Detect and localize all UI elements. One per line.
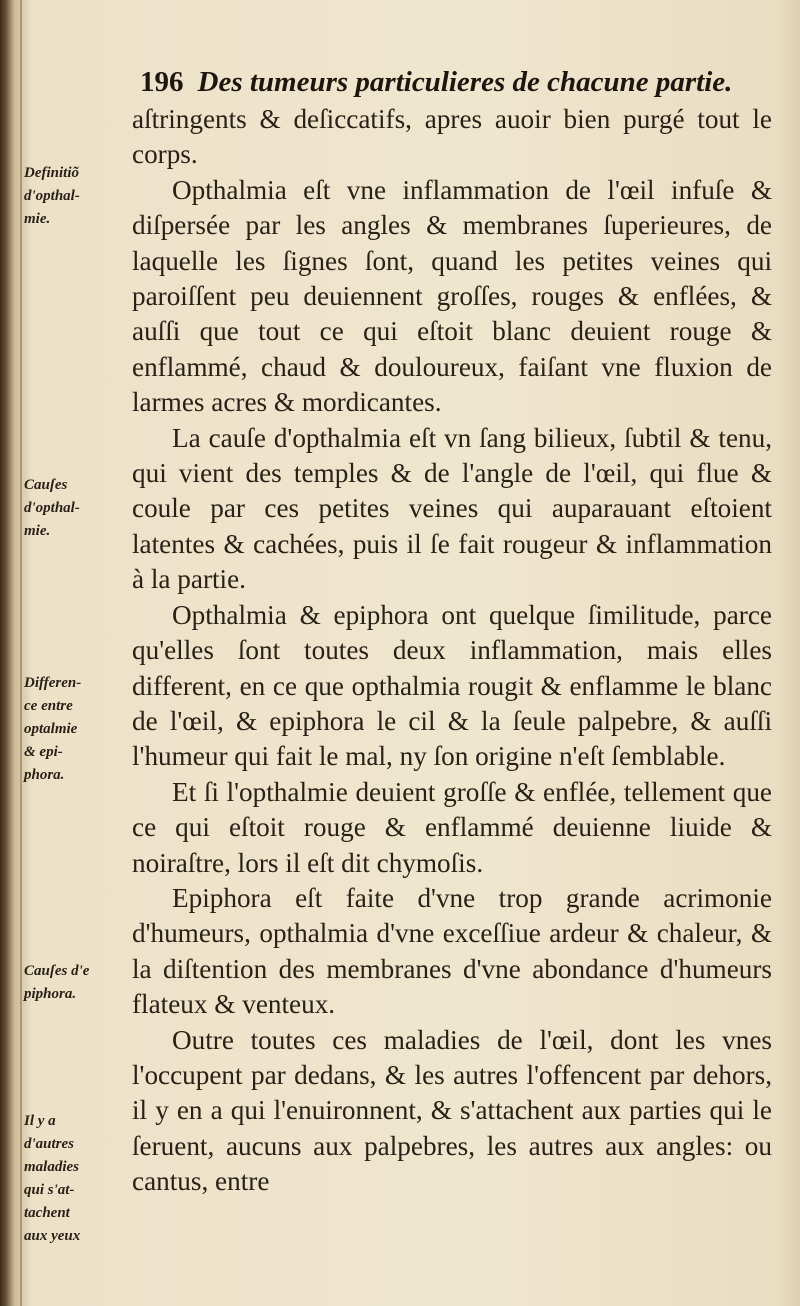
margin-note-line: Differen- <box>24 675 82 691</box>
binding-gutter <box>20 0 22 1306</box>
margin-note-difference <box>24 672 129 787</box>
margin-note-definition <box>24 162 129 231</box>
paragraph: Opthalmia & epiphora ont quelque ſimilitude, parce qu'elles ſont toutes deux inflammation, mais elles different, en ce que opthalmia rougit & enflamme le blanc de l'œil, & epiphora le cil & la ſeule palpebre, & auſſi l'humeur qui fait le mal, ny ſon origine n'eſt ſemblable. <box>132 599 772 772</box>
margin-note-line: ce entre <box>24 698 73 714</box>
margin-note-line: maladies <box>24 1159 79 1175</box>
paragraph: Opthalmia eſt vne inflammation de l'œil infuſe & diſpersée par les angles & membranes ſuperieures, de laquelle les ſignes ſont, quand les petites veines qui paroiſſent peu deuiennent groſſes, rouges & enflées, & auſſi que tout ce qui eſtoit blanc deuient rouge & enflammé, chaud & douloureux, faiſant vne fluxion de larmes acres & mordicantes. <box>132 174 772 418</box>
margin-note-other-diseases <box>24 1110 129 1248</box>
margin-note-line: d'opthal- <box>24 188 80 204</box>
running-title: Des tumeurs particulieres de chacune partie. <box>197 66 733 98</box>
margin-note-line: mie. <box>24 523 51 539</box>
paragraph: Epiphora eſt faite d'vne trop grande acrimonie d'humeurs, opthalmia d'vne exceſſiue ardeur & chaleur, & la diſtention des membranes d'vne abondance d'humeurs flateux & venteux. <box>132 882 772 1020</box>
paragraph: Outre toutes ces maladies de l'œil, dont les vnes l'occupent par dedans, & les autres l'offencent par dehors, il y en a qui l'enuironnent, & s'attachent aux parties qui le ſeruent, aucuns aux palpebres, les autres aux angles: ou cantus, entre <box>132 1024 772 1197</box>
margin-note-line: & epi- <box>24 744 63 760</box>
margin-note-line: Cauſes <box>24 477 68 493</box>
paragraph: Et ſi l'opthalmie deuient groſſe & enflée, tellement que ce qui eſtoit rouge & enflammé deuienne liuide & noiraſtre, lors il eſt dit chymoſis. <box>132 776 772 878</box>
margin-note-line: Cauſes d'e <box>24 963 90 979</box>
margin-note-line: Definitiõ <box>24 165 79 181</box>
margin-note-causes <box>24 474 129 543</box>
margin-note-line: phora. <box>24 767 65 783</box>
margin-note-line: piphora. <box>24 986 77 1002</box>
margin-note-line: mie. <box>24 211 51 227</box>
margin-note-line: optalmie <box>24 721 78 737</box>
margin-note-line: d'autres <box>24 1136 75 1152</box>
running-header <box>140 66 770 106</box>
paragraph: La cauſe d'opthalmia eſt vn ſang bilieux, ſubtil & tenu, qui vient des temples & de l'angle de l'œil, qui flue & coule par ces petites veines qui auparauant eſtoient latentes & cachées, puis il ſe fait rougeur & inflammation à la partie. <box>132 422 772 595</box>
main-text <box>132 102 772 1200</box>
margin-note-line: Il y a <box>24 1113 56 1129</box>
margin-note-epiphora-causes <box>24 960 129 1006</box>
margin-note-line: d'opthal- <box>24 500 80 516</box>
margin-note-line: tachent <box>24 1205 70 1221</box>
margin-note-line: qui s'at- <box>24 1182 75 1198</box>
paragraph: aſtringents & deſiccatifs, apres auoir bien purgé tout le corps. <box>132 104 772 170</box>
margin-note-line: aux yeux <box>24 1228 81 1244</box>
page-number: 196 <box>140 66 184 98</box>
